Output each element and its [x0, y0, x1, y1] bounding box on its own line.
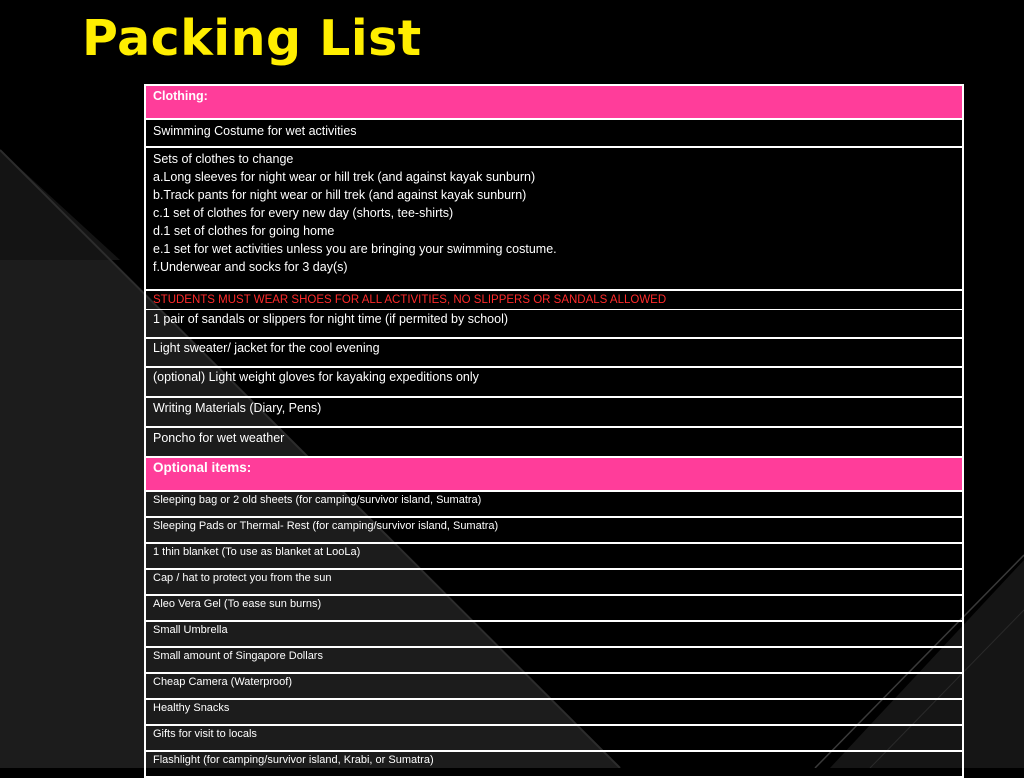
- optional-header: Optional items:: [153, 460, 252, 475]
- page-title: Packing List: [82, 10, 422, 67]
- list-item: Cap / hat to protect you from the sun: [153, 572, 332, 584]
- table-row: [146, 570, 962, 596]
- table-row: [146, 368, 962, 398]
- table-row: [146, 752, 962, 778]
- list-item: Sleeping Pads or Thermal- Rest (for camping/survivor island, Sumatra): [153, 520, 499, 532]
- list-item: Cheap Camera (Waterproof): [153, 676, 292, 688]
- packing-list-table: [144, 84, 964, 778]
- table-row: [146, 544, 962, 570]
- clothes-sets-row: [146, 148, 962, 291]
- list-item: d.1 set of clothes for going home: [153, 224, 335, 238]
- table-row: [146, 596, 962, 622]
- list-item: Healthy Snacks: [153, 702, 230, 714]
- table-row: [146, 310, 962, 339]
- list-item: b.Track pants for night wear or hill trek (and against kayak sunburn): [153, 188, 527, 202]
- table-row: [146, 726, 962, 752]
- table-row: [146, 398, 962, 428]
- table-row: [146, 674, 962, 700]
- list-item: Light sweater/ jacket for the cool evening: [153, 341, 380, 355]
- shoes-warning: STUDENTS MUST WEAR SHOES FOR ALL ACTIVITIES, NO SLIPPERS OR SANDALS ALLOWED: [153, 294, 667, 306]
- optional-header-row: [146, 458, 962, 492]
- table-row: [146, 428, 962, 458]
- table-row: [146, 120, 962, 148]
- warning-row: [146, 291, 962, 310]
- list-item: c.1 set of clothes for every new day (shorts, tee-shirts): [153, 206, 454, 220]
- clothes-sets-heading: Sets of clothes to change: [153, 152, 294, 166]
- table-row: [146, 648, 962, 674]
- table-row: [146, 492, 962, 518]
- list-item: Sleeping bag or 2 old sheets (for camping/survivor island, Sumatra): [153, 494, 482, 506]
- list-item: Small amount of Singapore Dollars: [153, 650, 323, 662]
- list-item: e.1 set for wet activities unless you are bringing your swimming costume.: [153, 242, 557, 256]
- list-item: 1 thin blanket (To use as blanket at LooLa): [153, 546, 361, 558]
- list-item: f.Underwear and socks for 3 day(s): [153, 260, 348, 274]
- list-item: Writing Materials (Diary, Pens): [153, 401, 322, 415]
- list-item: Swimming Costume for wet activities: [153, 124, 357, 138]
- list-item: Gifts for visit to locals: [153, 728, 257, 740]
- list-item: Small Umbrella: [153, 624, 228, 636]
- list-item: Aleo Vera Gel (To ease sun burns): [153, 598, 322, 610]
- table-row: [146, 700, 962, 726]
- list-item: 1 pair of sandals or slippers for night time (if permited by school): [153, 312, 509, 326]
- clothing-header: Clothing:: [153, 89, 208, 103]
- table-row: [146, 339, 962, 368]
- clothing-header-row: [146, 86, 962, 120]
- list-item: (optional) Light weight gloves for kayaking expeditions only: [153, 370, 479, 384]
- table-row: [146, 622, 962, 648]
- list-item: Poncho for wet weather: [153, 431, 285, 445]
- list-item: a.Long sleeves for night wear or hill trek (and against kayak sunburn): [153, 170, 536, 184]
- table-row: [146, 518, 962, 544]
- list-item: Flashlight (for camping/survivor island, Krabi, or Sumatra): [153, 754, 434, 766]
